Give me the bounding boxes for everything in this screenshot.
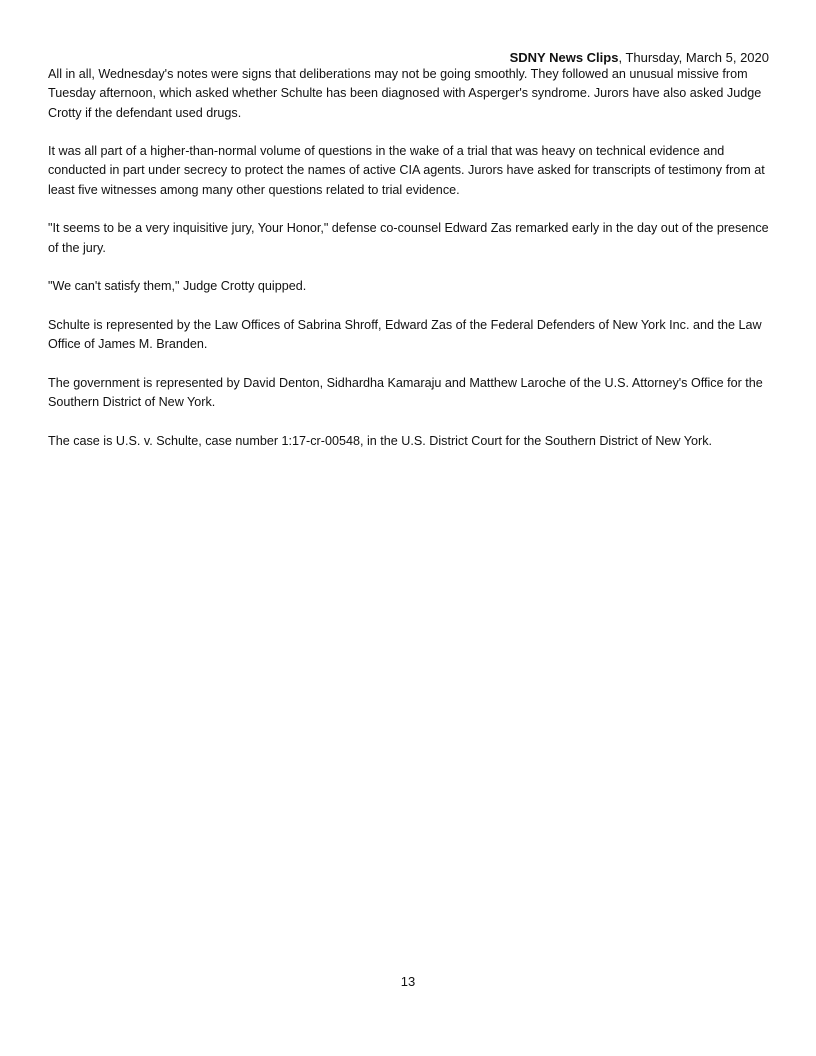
- article-body: [48, 65, 770, 470]
- paragraph-questions-volume: It was all part of a higher-than-normal volume of questions in the wake of a trial that was heavy on technical evidence and conducted in part under secrecy to protect the names of active CIA agents. Jurors have asked for transcripts of testimony from at least five witnesses among many other questions related to trial evidence.: [48, 144, 765, 197]
- header-date: , Thursday, March 5, 2020: [618, 50, 769, 65]
- header-source: SDNY News Clips: [509, 50, 619, 65]
- paragraph-case-info: The case is U.S. v. Schulte, case number 1:17-cr-00548, in the U.S. District Court for the Southern District of New York.: [48, 433, 713, 448]
- paragraph-deliberations: All in all, Wednesday's notes were signs that deliberations may not be going smoothly. They followed an unusual missive from Tuesday afternoon, which asked whether Schulte has been diagnosed with Asperger's syndrome. Jurors have also asked Judge Crotty if the defendant used drugs.: [48, 67, 762, 120]
- page-number: 13: [400, 974, 416, 989]
- paragraph-defense-counsel: Schulte is represented by the Law Offices of Sabrina Shroff, Edward Zas of the Federal Defenders of New York Inc. and the Law Office of James M. Branden.: [48, 317, 762, 352]
- paragraph-inquisitive-jury: "It seems to be a very inquisitive jury, Your Honor," defense co-counsel Edward Zas remarked early in the day out of the presence of the jury.: [48, 221, 769, 255]
- paragraph-judge-quip: "We can't satisfy them," Judge Crotty quipped.: [48, 279, 307, 294]
- paragraph-government-counsel: The government is represented by David Denton, Sidhardha Kamaraju and Matthew Laroche of the U.S. Attorney's Office for the Southern District of New York.: [48, 375, 763, 410]
